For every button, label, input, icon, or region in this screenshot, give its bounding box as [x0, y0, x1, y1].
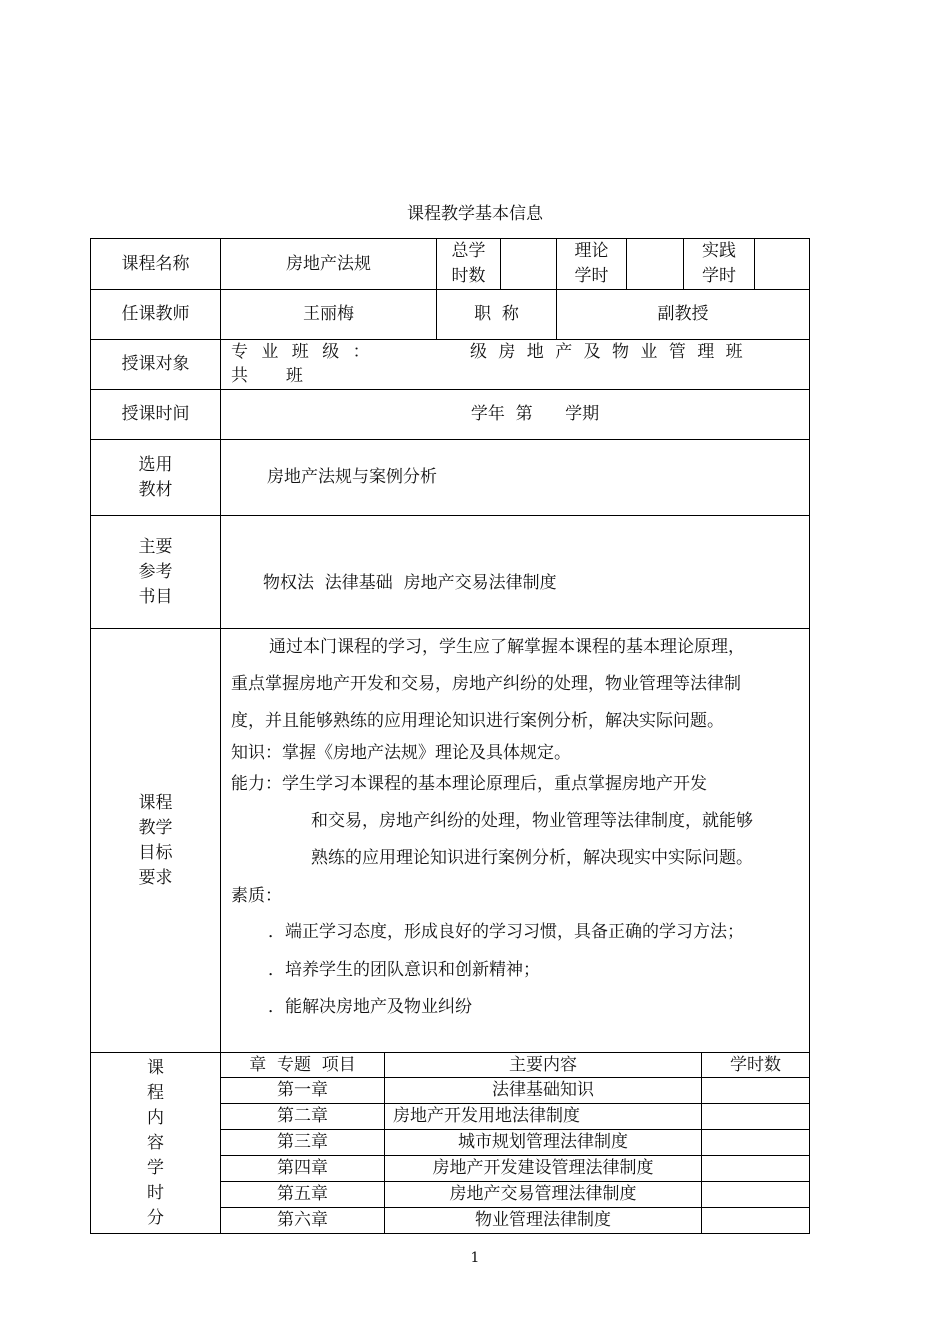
table-cell-content: 房地产开发用地法律制度	[393, 1106, 580, 1126]
practice-hours-label-line1: 实践	[702, 241, 736, 261]
audience-major-value: 级 房 地 产 及 物 业 管 理 班	[470, 342, 746, 362]
table-right-border	[809, 238, 810, 1234]
course-name-value: 房地产法规	[286, 253, 371, 274]
table-cell-chapter: 第二章	[277, 1106, 328, 1126]
theory-hours-label	[557, 239, 626, 289]
page-number: 1	[470, 1250, 480, 1266]
table-cell-chapter: 第六章	[277, 1210, 328, 1230]
table-cell-hours	[702, 1130, 809, 1155]
table-cell-hours	[702, 1104, 809, 1129]
goals-ability-line: 和交易，房地产纠纷的处理，物业管理等法律制度，就能够	[311, 811, 753, 831]
table-cell-content: 房地产交易管理法律制度	[449, 1184, 637, 1204]
page-title: 课程教学基本信息	[407, 204, 543, 224]
audience-label: 授课对象	[121, 354, 190, 374]
goals-label-line: 教学	[138, 817, 173, 838]
content-hours-label-char: 内	[147, 1107, 164, 1128]
goals-paragraph-line: 重点掌握房地产开发和交易，房地产纠纷的处理，物业管理等法律制	[231, 674, 741, 694]
table-cell-hours	[702, 1156, 809, 1181]
time-value: 学年 第 学期	[470, 404, 600, 424]
goals-quality-label: 素质：	[231, 886, 282, 906]
goals-label-line: 目标	[138, 842, 173, 863]
practice-hours-label	[684, 239, 754, 289]
column-divider	[754, 238, 755, 290]
textbook-label	[91, 440, 220, 515]
table-header-chapter: 章 专题 项目	[249, 1054, 356, 1075]
table-cell-chapter: 第四章	[277, 1158, 328, 1178]
content-hours-label-char: 容	[147, 1132, 164, 1153]
course-name-label: 课程名称	[121, 253, 190, 274]
goals-label-line: 课程	[138, 792, 173, 813]
goals-quality-item: ．培养学生的团队意识和创新精神；	[268, 960, 540, 980]
goals-paragraph-line: 度，并且能够熟练的应用理论知识进行案例分析，解决实际问题。	[231, 711, 724, 731]
goals-label-line: 要求	[138, 867, 173, 888]
table-cell-content: 法律基础知识	[492, 1080, 594, 1100]
references-value: 物权法 法律基础 房地产交易法律制度	[263, 573, 557, 593]
table-cell-chapter: 第三章	[277, 1132, 328, 1152]
content-hours-label-char: 时	[147, 1182, 164, 1203]
practice-hours-label-line2: 学时	[702, 266, 736, 286]
content-hours-label-char: 分	[147, 1207, 164, 1228]
column-divider	[500, 238, 501, 290]
table-bottom-border	[90, 1233, 810, 1234]
table-cell-hours	[702, 1078, 809, 1103]
teacher-name: 王丽梅	[303, 304, 354, 324]
table-cell-chapter: 第一章	[277, 1080, 328, 1100]
table-cell-content: 房地产开发建设管理法律制度	[432, 1158, 654, 1178]
content-hours-label-char: 程	[147, 1082, 164, 1103]
references-label-line2: 参考	[138, 561, 173, 582]
goals-ability-line: 熟练的应用理论知识进行案例分析，解决现实中实际问题。	[311, 848, 753, 868]
goals-quality-item: ．端正学习态度，形成良好的学习习惯，具备正确的学习方法；	[268, 922, 744, 942]
goals-knowledge-line: 知识：掌握《房地产法规》理论及具体规定。	[231, 743, 571, 763]
references-label-line3: 书目	[138, 586, 173, 607]
content-hours-label-char: 课	[147, 1057, 164, 1078]
total-hours-label-line1: 总学	[451, 241, 486, 261]
table-cell-content: 城市规划管理法律制度	[458, 1132, 628, 1152]
goals-label	[91, 629, 220, 1052]
total-hours-label-line2: 时数	[451, 266, 486, 286]
table-cell-hours	[702, 1208, 809, 1233]
time-label: 授课时间	[121, 404, 190, 424]
table-header-hours: 学时数	[730, 1054, 781, 1075]
audience-class-count: 共 班	[231, 366, 303, 386]
references-label-line1: 主要	[138, 536, 173, 557]
table-header-content: 主要内容	[509, 1054, 577, 1075]
theory-hours-label-line2: 学时	[574, 266, 609, 286]
audience-major-label: 专 业 班 级 ：	[231, 342, 374, 362]
column-divider	[626, 238, 627, 290]
textbook-label-line1: 选用	[138, 454, 173, 475]
content-hours-label	[91, 1053, 220, 1233]
content-hours-label-char: 学	[147, 1157, 164, 1178]
teacher-label: 任课教师	[121, 304, 190, 324]
goals-quality-item: ．能解决房地产及物业纠纷	[268, 997, 472, 1017]
textbook-value: 房地产法规与案例分析	[267, 467, 437, 487]
goals-paragraph-line: 通过本门课程的学习，学生应了解掌握本课程的基本理论原理，	[269, 637, 745, 657]
textbook-label-line2: 教材	[138, 479, 173, 500]
references-label	[91, 516, 220, 628]
theory-hours-label-line1: 理论	[574, 241, 609, 261]
goals-ability-line: 能力：学生学习本课程的基本理论原理后，重点掌握房地产开发	[231, 774, 707, 794]
title-value: 副教授	[657, 304, 709, 324]
table-cell-content: 物业管理法律制度	[475, 1210, 611, 1230]
table-cell-hours	[702, 1182, 809, 1207]
table-cell-chapter: 第五章	[277, 1184, 328, 1204]
total-hours-label	[437, 239, 500, 289]
title-label: 职 称	[474, 304, 519, 324]
